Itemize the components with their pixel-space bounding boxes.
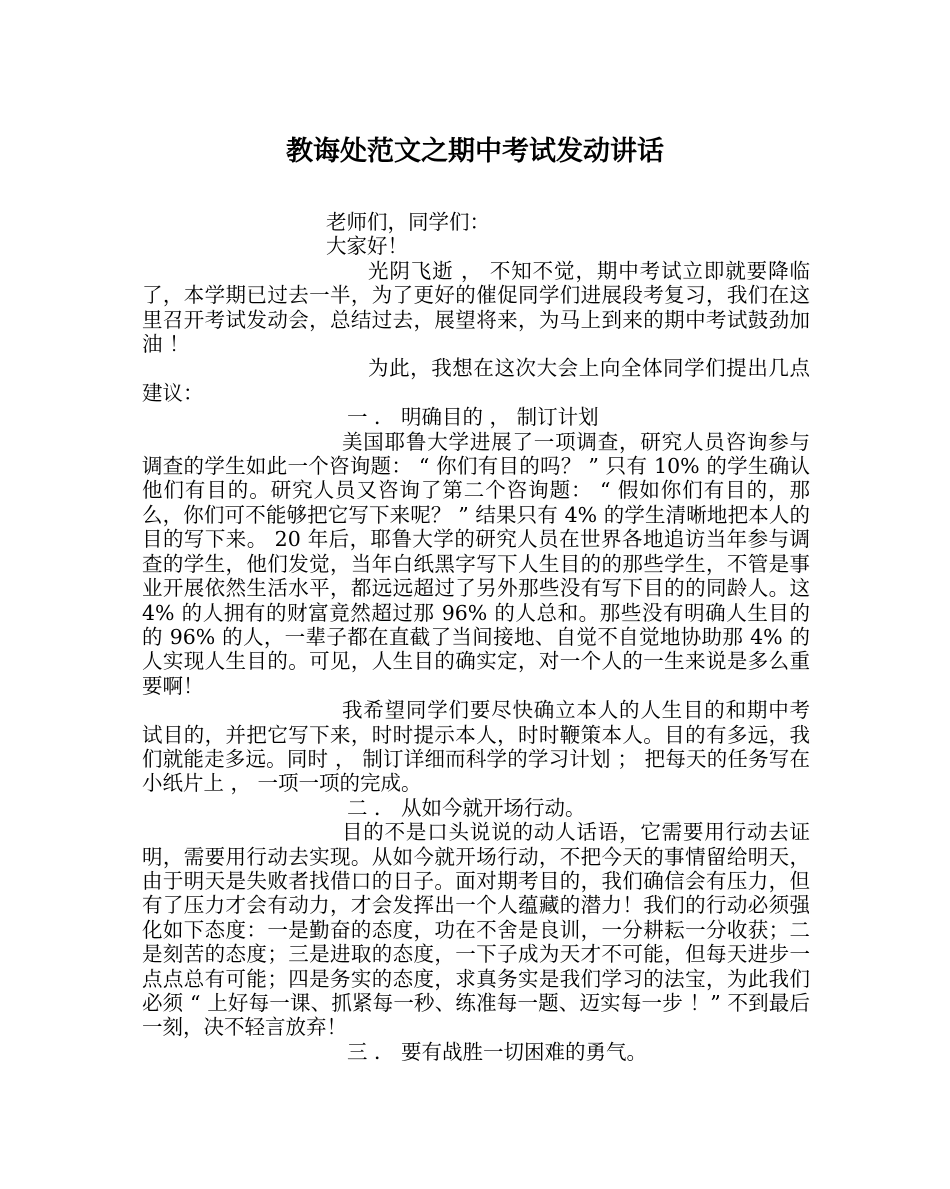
paragraph: 我希望同学们要尽快确立本人的人生目的和期中考试目的，并把它写下来，时时提示本人，时时鞭策本人。目的有多远，我们就能走多远。同时 ， 制订详细而科学的学习计划 ； 把每天的任务写在小纸片上 ， 一项一项的完成。: [142, 698, 810, 796]
greeting-line: 大家好！: [326, 234, 408, 259]
document-title: 教诲处范文之期中考试发动讲话: [286, 136, 664, 167]
paragraph: 美国耶鲁大学进展了一项调查，研究人员咨询参与调查的学生如此一个咨询题： “ 你们有目的吗？ ” 只有 10% 的学生确认他们有目的。研究人员又咨询了第二个咨询题： “ 假如你们有目的，那么，你们可不能够把它写下来呢？ ” 结果只有 4% 的学生清晰地把本人的目的写下来。 20 年后，耶鲁大学的研究人员在世界各地追访当年参与调查的学生，他们发觉，当年白纸黑字写下人生目的的那些学生，不管是事业开展依然生活水平，都远远超过了另外那些没有写下目的的同龄人。这 4% 的人拥有的财富竟然超过那 96% 的人总和。那些没有明确人生目的的 96% 的人，一辈子都在直截了当间接地、自觉不自觉地协助那 4% 的人实现人生目的。可见，人生目的确实定，对一个人的一生来说是多么重要啊！: [142, 429, 810, 698]
greeting-line: 老师们，同学们：: [326, 210, 490, 234]
paragraph: 光阴飞逝 ， 不知不觉，期中考试立即就要降临了，本学期已过去一半，为了更好的催促同学们进展段考复习，我们在这里召开考试发动会，总结过去，展望将来，为马上到来的期中考试鼓劲加油 ！: [142, 258, 810, 357]
document-body: [142, 210, 810, 1064]
section-heading: 二 ． 从如今就开场行动。: [347, 795, 586, 820]
paragraph: 为此，我想在这次大会上向全体同学们提出几点建议：: [142, 356, 810, 405]
section-heading: 三 ． 要有战胜一切困难的勇气。: [347, 1039, 648, 1064]
section-heading: 一 ． 明确目的 ， 制订计划: [347, 405, 599, 430]
paragraph: 目的不是口头说说的动人话语，它需要用行动去证明，需要用行动去实现。从如今就开场行动，不把今天的事情留给明天，由于明天是失败者找借口的日子。面对期考目的，我们确信会有压力，但有了压力才会有动力，才会发挥出一个人蕴藏的潜力！我们的行动必须强化如下态度：一是勤奋的态度，功在不舍是良训，一分耕耘一分收获；二是刻苦的态度；三是进取的态度，一下子成为天才不可能，但每天进步一点点总有可能；四是务实的态度，求真务实是我们学习的法宝，为此我们必须 “ 上好每一课、抓紧每一秒、练准每一题、迈实每一步 ！” 不到最后一刻，决不轻言放弃！: [142, 820, 810, 1040]
